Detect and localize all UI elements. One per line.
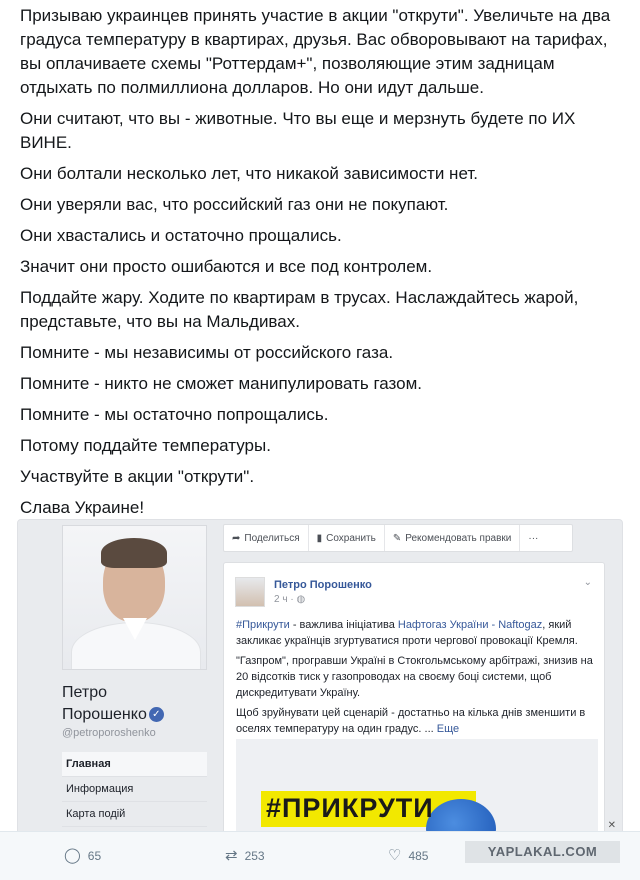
post-time[interactable] — [274, 594, 305, 605]
globe-icon: ◍ — [296, 594, 306, 605]
tweet-paragraph: Помните - мы остаточно попрощались. — [20, 405, 329, 424]
like-count: 485 — [408, 849, 429, 863]
tweet-paragraph: Слава Украине! — [20, 498, 145, 517]
naftogaz-link[interactable]: Нафтогаз України - Naftogaz — [397, 619, 543, 631]
tweet-paragraph: Они болтали несколько лет, что никакой зависимости нет. — [20, 164, 478, 183]
hashtag-link[interactable]: #Прикрути — [236, 619, 290, 631]
share-label: Поделиться — [244, 532, 300, 544]
page-actionbar — [223, 524, 573, 552]
share-icon: ➦ — [232, 532, 241, 544]
post-text: "Газпром", програвши Україні в Стокгольмському арбітражі, знизив на 20 відсотків тиск у газопроводах на своєму боці системи, щоб дискредитувати Україну. — [236, 655, 593, 699]
post-text: - важлива ініціатива — [289, 619, 398, 631]
retweet-icon: ⇄ — [225, 847, 238, 864]
save-button[interactable] — [309, 525, 385, 551]
post-author[interactable]: Петро Порошенко — [274, 579, 372, 591]
pencil-icon: ✎ — [392, 532, 402, 544]
post-text: , який закликає українців згуртуватися проти чергової провокації Кремля. — [236, 619, 578, 647]
heart-icon: ♡ — [388, 847, 402, 864]
share-button[interactable] — [224, 525, 309, 551]
profile-photo[interactable] — [62, 525, 207, 670]
tweet-paragraph: Помните - мы независимы от российского газа. — [20, 343, 394, 362]
watermark: YAPLAKAL.COM — [465, 841, 620, 863]
nav-item-info[interactable]: Информация — [62, 777, 207, 802]
suggest-edits-button[interactable] — [385, 525, 521, 551]
like-button[interactable] — [388, 849, 428, 863]
facebook-post — [223, 562, 605, 839]
tweet-paragraph: Призываю украинцев принять участие в акции "открути". Увеличьте на два градуса температуру в квартирах, друзья. Вас обворовывают на тарифах, вы оплачиваете схемы "Роттердам+", позволяющие этим задницам отдыхать по полмиллиона долларов. Но они идут дальше. — [20, 6, 611, 97]
tweet-paragraph: Участвуйте в акции "открути". — [20, 467, 255, 486]
profile-name-line1: Петро — [62, 684, 107, 701]
chevron-down-icon[interactable]: ⌄ — [583, 577, 592, 588]
retweet-count: 253 — [244, 849, 265, 863]
tweet-paragraph: Помните - никто не сможет манипулировать газом. — [20, 374, 423, 393]
close-icon[interactable]: ✕ — [607, 820, 616, 831]
post-body — [236, 617, 596, 741]
embedded-screenshot[interactable] — [17, 519, 623, 839]
retweet-button[interactable] — [225, 849, 265, 863]
tweet-paragraph: Поддайте жару. Ходите по квартирам в трусах. Наслаждайтесь жарой, представьте, что вы на Мальдивах. — [20, 288, 579, 331]
tweet-text — [20, 4, 620, 527]
profile-handle: @petroporoshenko — [62, 727, 156, 739]
reply-icon: ◯ — [64, 847, 81, 864]
profile-nav — [62, 752, 207, 827]
verified-icon: ✓ — [149, 707, 164, 722]
reply-button[interactable] — [64, 849, 101, 863]
profile-name-line2: Порошенко — [62, 706, 147, 723]
tweet-actions-footer — [0, 831, 640, 880]
tweet-paragraph: Они считают, что вы - животные. Что вы еще и мерзнуть будете по ИХ ВИНЕ. — [20, 109, 576, 152]
post-text: Щоб зруйнувати цей сценарій - достатньо на кілька днів зменшити в оселях температуру на один градус. ... — [236, 707, 586, 735]
post-time-text: 2 ч · — [274, 594, 297, 605]
reply-count: 65 — [87, 849, 102, 863]
profile-name[interactable] — [62, 682, 164, 726]
see-more-link[interactable]: Еще — [436, 723, 460, 735]
tweet-paragraph: Значит они просто ошибаются и все под контролем. — [20, 257, 433, 276]
tweet-paragraph: Потому поддайте температуры. — [20, 436, 271, 455]
nav-item-home[interactable]: Главная — [62, 752, 207, 777]
suggest-edits-label: Рекомендовать правки — [405, 532, 512, 544]
bookmark-icon: ▮ — [316, 532, 323, 544]
nav-item-events-map[interactable]: Карта подій — [62, 802, 207, 827]
banner-text: #ПРИКРУТИ — [266, 793, 434, 823]
tweet-paragraph: Они хвастались и остаточно прощались. — [20, 226, 342, 245]
more-button[interactable]: ··· — [528, 532, 539, 544]
tweet-paragraph: Они уверяли вас, что российский газ они не покупают. — [20, 195, 449, 214]
post-image[interactable] — [236, 739, 598, 839]
profile-column — [18, 520, 210, 839]
save-label: Сохранить — [326, 532, 376, 544]
author-avatar[interactable] — [235, 577, 265, 607]
